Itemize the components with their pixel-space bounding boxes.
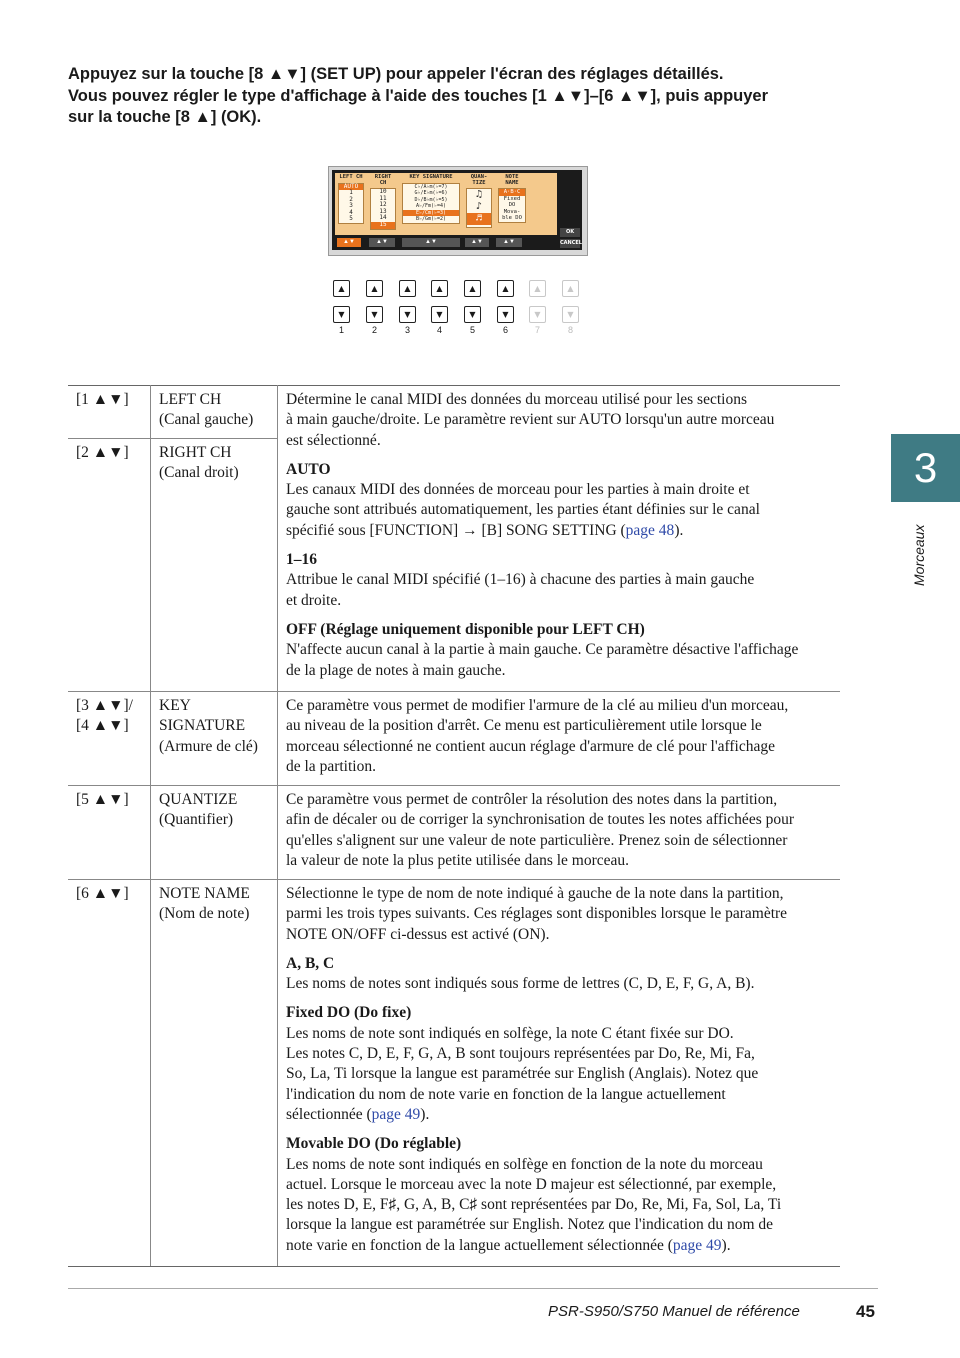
quantize-description [286, 790, 836, 871]
lcd-item: 11 [379, 194, 387, 202]
table-row [76, 390, 129, 410]
table-row [76, 790, 129, 810]
down-button-7[interactable]: ▼ [529, 306, 546, 323]
down-button-3[interactable]: ▼ [399, 306, 416, 323]
lcd-header: LEFT CH [339, 174, 363, 180]
desc-line: Les canaux MIDI des données de morceau pour les parties à main droite et [286, 481, 750, 499]
desc-line: Les notes C, D, E, F, G, A, B sont toujours représentées par Do, Re, Mi, Fa, [286, 1045, 755, 1063]
button-key: [1 ▲▼] [76, 391, 129, 408]
lcd-left-ch-column [338, 175, 364, 224]
desc-heading: A, B, C [286, 954, 335, 972]
desc-text: ). [721, 1236, 731, 1254]
page-number: 45 [856, 1302, 875, 1321]
up-button-7[interactable]: ▲ [529, 280, 546, 297]
desc-line: à main gauche/droite. Le paramètre revient sur AUTO lorsqu'un autre morceau [286, 411, 775, 429]
table-row [159, 443, 239, 484]
chapter-tab-label [891, 500, 951, 600]
lcd-ok-button: OK [560, 228, 580, 237]
desc-line: de la plage de notes à main gauche. [286, 661, 506, 679]
footer-title: PSR-S950/S750 Manuel de référence [548, 1303, 800, 1320]
table-row [76, 696, 133, 737]
desc-line: lorsque la langue est paramétrée sur English. Notez que l'indication du nom de [286, 1216, 774, 1234]
lcd-arrow-label: ▲▼ [337, 238, 361, 247]
down-button-4[interactable]: ▼ [431, 306, 448, 323]
lcd-item: 1 [349, 189, 353, 197]
desc-line [286, 521, 836, 541]
lcd-screen-image [328, 166, 588, 256]
up-button-3[interactable]: ▲ [399, 280, 416, 297]
param-name: QUANTIZE [159, 791, 238, 808]
desc-line: NOTE ON/OFF ci-dessus est activé (ON). [286, 925, 550, 943]
desc-heading: Movable DO (Do réglable) [286, 1135, 462, 1153]
param-name: (Quantifier) [159, 811, 234, 829]
desc-line: de la partition. [286, 757, 376, 775]
button-number: 4 [436, 325, 442, 335]
desc-line: est sélectionné. [286, 431, 381, 449]
desc-heading: OFF (Réglage uniquement disponible pour LEFT CH) [286, 620, 645, 638]
desc-line: gauche sont attribués automatiquement, les parties étant définies sur le canal [286, 501, 760, 519]
desc-line: Les noms de note sont indiqués en solfège en fonction de la note du morceau [286, 1155, 763, 1173]
desc-line: morceau sélectionné ne contient aucun réglage d'armure de clé pour l'affichage [286, 737, 776, 755]
lcd-item: D♭/B♭m(♭=5) [414, 196, 448, 203]
lcd-item: G♭/E♭m(♭=6) [414, 190, 448, 197]
button-number: 8 [567, 325, 573, 335]
lcd-item: Mova- [503, 208, 521, 215]
page-link[interactable]: page 48 [625, 521, 675, 539]
note-name-description [286, 884, 836, 1256]
desc-line: au niveau de la position d'arrêt. Ce menu est particulièrement utile lorsque le [286, 717, 762, 735]
desc-line: Attribue le canal MIDI spécifié (1–16) à chacune des parties à main gauche [286, 571, 755, 589]
desc-line: actuel. Lorsque le morceau avec la note D majeur est sélectionné, par exemple, [286, 1175, 777, 1193]
param-name: (Canal droit) [159, 464, 239, 482]
lcd-arrow-label: ▲▼ [496, 238, 522, 247]
desc-line: la valeur de note la plus petite utilisée dans le morceau. [286, 851, 630, 869]
lcd-item: 15 [371, 222, 395, 229]
param-name: KEY [159, 697, 191, 714]
lcd-header: KEY SIGNATURE [409, 174, 453, 180]
param-name: (Nom de note) [159, 905, 250, 923]
button-key: [2 ▲▼] [76, 444, 129, 461]
lcd-cancel-button: CANCEL [560, 240, 582, 246]
up-button-6[interactable]: ▲ [497, 280, 514, 297]
lcd-item: 12 [379, 201, 387, 209]
down-button-8[interactable]: ▼ [562, 306, 579, 323]
lcd-item: 13 [379, 207, 387, 215]
desc-line: Sélectionne le type de nom de note indiqué à gauche de la note dans la partition, [286, 885, 784, 902]
lcd-item: ble DO [502, 215, 522, 222]
lcd-note-name-column [498, 175, 526, 223]
desc-line: So, La, Ti lorsque la langue est paramétrée sur English (Anglais). Notez que [286, 1065, 759, 1083]
desc-line: Les noms de notes sont indiqués sous forme de lettres (C, D, E, F, G, A, B). [286, 975, 755, 993]
page-link[interactable]: page 49 [672, 1236, 722, 1254]
table-row [159, 696, 258, 757]
button-number: 5 [469, 325, 475, 335]
desc-line: Ce paramètre vous permet de contrôler la résolution des notes dans la partition, [286, 791, 778, 808]
param-name: SIGNATURE [159, 717, 246, 735]
lcd-panel [335, 173, 557, 235]
button-key: [4 ▲▼] [76, 717, 129, 735]
desc-text: note varie en fonction de la langue actuellement sélectionnée ( [286, 1236, 673, 1254]
note-icon: ♪ [475, 201, 483, 212]
lcd-right-ch-column [370, 175, 396, 230]
table-rule [277, 385, 278, 1266]
button-key: [6 ▲▼] [76, 885, 129, 902]
param-name: NOTE NAME [159, 885, 250, 902]
lcd-item: 14 [379, 214, 387, 222]
lcd-arrow-label: ▲▼ [369, 238, 395, 247]
chapter-label-text: Morceaux [911, 524, 927, 586]
table-rule [68, 438, 278, 439]
lcd-arrow-label: ▲▼ [465, 238, 489, 247]
lcd-item: 5 [349, 215, 353, 223]
desc-line: Ce paramètre vous permet de modifier l'armure de la clé au milieu d'un morceau, [286, 697, 789, 714]
param-name: RIGHT CH [159, 444, 232, 461]
down-button-5[interactable]: ▼ [464, 306, 481, 323]
intro-line: Vous pouvez régler le type d'affichage à l'aide des touches [1 ▲▼]–[6 ▲▼], puis appuyer [68, 86, 769, 105]
table-rule [68, 879, 840, 880]
note-icon: ♫ [475, 189, 483, 200]
desc-line: et droite. [286, 591, 342, 609]
down-button-2[interactable]: ▼ [366, 306, 383, 323]
lcd-header: QUAN-TIZE [470, 174, 488, 186]
lcd-item: DO [508, 202, 516, 209]
down-button-6[interactable]: ▼ [497, 306, 514, 323]
lcd-item: E♭/Cm(♭=3) [403, 210, 459, 217]
button-number: 1 [338, 325, 344, 335]
note-icon: ♬ [467, 213, 491, 225]
up-button-5[interactable]: ▲ [464, 280, 481, 297]
table-row [159, 390, 253, 431]
lcd-arrow-label: ▲▼ [402, 238, 460, 247]
button-key: [3 ▲▼]/ [76, 697, 133, 714]
desc-line: l'indication du nom de note varie en fonction de la langue actuellement [286, 1085, 726, 1103]
button-key: [5 ▲▼] [76, 791, 129, 808]
lcd-item: 2 [349, 195, 353, 203]
desc-line: Détermine le canal MIDI des données du morceau utilisé pour les sections [286, 391, 747, 408]
table-rule [68, 385, 840, 386]
intro-line: Appuyez sur la touche [8 ▲▼] (SET UP) pour appeler l'écran des réglages détaillés. [68, 65, 724, 83]
desc-text: sélectionnée ( [286, 1105, 372, 1123]
lcd-header: RIGHT CH [374, 174, 392, 186]
lcd-item: A·B·C [499, 189, 525, 196]
lcd-item: A♭/Fm(♭=4) [415, 203, 447, 210]
lcd-header: NOTE NAME [505, 174, 519, 186]
footer-rule [68, 1288, 878, 1289]
desc-heading: AUTO [286, 460, 331, 478]
lcd-item: Fixed [503, 195, 521, 202]
lcd-item: AUTO [339, 184, 363, 191]
desc-line: parmi les trois types suivants. Ces réglages sont disponibles lorsque le paramètre [286, 905, 788, 923]
desc-line: N'affecte aucun canal à la partie à main gauche. Ce paramètre désactive l'affichage [286, 641, 799, 659]
lcd-item: B♭/Gm(♭=2) [415, 216, 447, 223]
desc-line [286, 1236, 836, 1256]
table-row [159, 790, 237, 831]
table-row [159, 884, 250, 925]
desc-line: afin de décaler ou de corriger la synchronisation de toutes les notes affichées pour [286, 811, 795, 829]
button-number: 3 [404, 325, 410, 335]
up-button-1[interactable]: ▲ [333, 280, 350, 297]
button-number: 6 [502, 325, 508, 335]
desc-line: qu'elles s'alignent sur une valeur de note particulière. Prenez soin de sélectionner [286, 831, 788, 849]
lcd-item: 10 [379, 188, 387, 195]
lcd-item: C♭/A♭m(♭=7) [414, 183, 448, 190]
desc-line: Les noms de note sont indiqués en solfège, la note C étant fixée sur DO. [286, 1024, 734, 1042]
lcd-display [332, 170, 582, 250]
page-link[interactable]: page 49 [371, 1105, 421, 1123]
table-rule [68, 785, 840, 786]
channel-description [286, 390, 836, 681]
param-name: (Armure de clé) [159, 737, 258, 755]
down-button-1[interactable]: ▼ [333, 306, 350, 323]
desc-text: ). [420, 1105, 430, 1123]
button-number: 7 [534, 325, 540, 335]
table-rule [68, 1266, 840, 1267]
lcd-key-signature-column [402, 175, 460, 224]
key-signature-description [286, 696, 836, 777]
desc-line: les notes D, E, F♯, G, A, B, C♯ sont représentées par Do, Re, Mi, Fa, Sol, La, Ti [286, 1196, 782, 1214]
lcd-quantize-column [466, 175, 492, 228]
table-row [76, 443, 129, 463]
desc-text: ). [674, 521, 684, 539]
up-button-4[interactable]: ▲ [431, 280, 448, 297]
chapter-tab: 3 [891, 434, 960, 502]
intro-line: sur la touche [8 ▲] (OK). [68, 108, 262, 126]
desc-text: spécifié sous [FUNCTION] → [B] SONG SETTING ( [286, 521, 626, 539]
table-rule [150, 385, 151, 1266]
desc-heading: Fixed DO (Do fixe) [286, 1004, 412, 1022]
intro-instructions [68, 64, 848, 129]
button-number: 2 [371, 325, 377, 335]
desc-line [286, 1105, 836, 1125]
desc-heading: 1–16 [286, 551, 317, 569]
up-button-2[interactable]: ▲ [366, 280, 383, 297]
table-row [76, 884, 129, 904]
lcd-item: 3 [349, 202, 353, 210]
param-name: LEFT CH [159, 391, 222, 408]
table-rule [68, 691, 840, 692]
up-button-8[interactable]: ▲ [562, 280, 579, 297]
param-name: (Canal gauche) [159, 411, 254, 429]
lcd-item: 4 [349, 208, 353, 216]
